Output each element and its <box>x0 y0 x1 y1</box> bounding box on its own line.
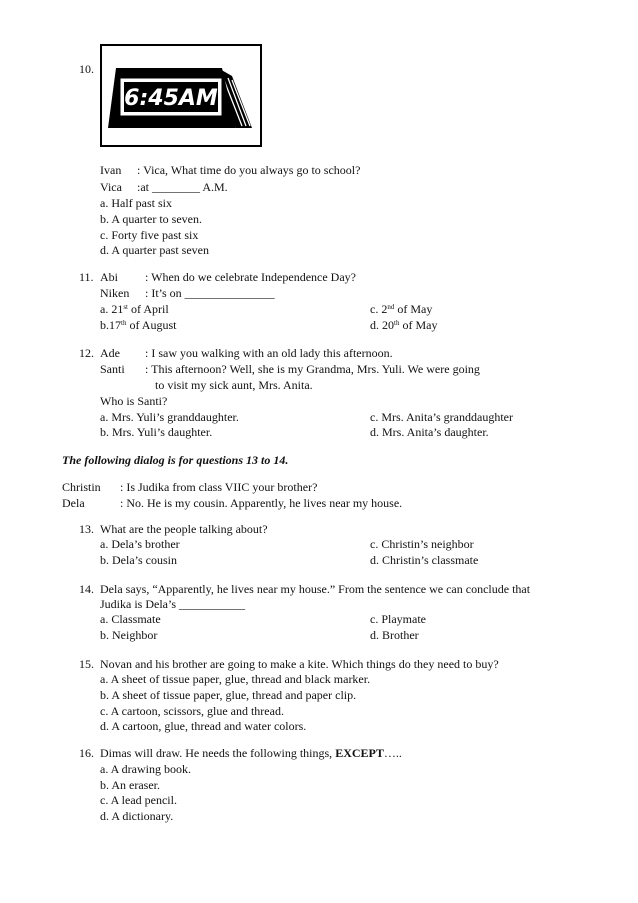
q16-number: 16. <box>79 746 94 760</box>
q12-option-a[interactable]: a. Mrs. Yuli’s granddaughter. <box>100 410 239 424</box>
q15-option-d[interactable]: d. A cartoon, glue, thread and water colors. <box>100 719 307 733</box>
q13-number: 13. <box>79 522 94 536</box>
clock-display-text: 6:45AM <box>124 86 218 111</box>
q12-line-continuation: to visit my sick aunt, Mrs. Anita. <box>155 378 313 392</box>
digital-clock-icon <box>106 56 256 136</box>
q14-option-a[interactable]: a. Classmate <box>100 612 161 626</box>
q14-text: Dela says, “Apparently, he lives near my house.” From the sentence we can conclude that <box>100 582 531 596</box>
q11-option-c[interactable]: c. 2nd of May <box>370 302 433 316</box>
q16-text: Dimas will draw. He needs the following things, EXCEPT….. <box>100 746 402 760</box>
q15-number: 15. <box>79 657 94 671</box>
q12-option-b[interactable]: b. Mrs. Yuli’s daughter. <box>100 425 213 439</box>
q11-option-a[interactable]: a. 21st of April <box>100 302 169 316</box>
q10-option-b[interactable]: b. A quarter to seven. <box>100 212 202 226</box>
q11-line-1: : When do we celebrate Independence Day? <box>145 270 357 284</box>
q15-option-a[interactable]: a. A sheet of tissue paper, glue, thread and black marker. <box>100 672 371 686</box>
q13-option-b[interactable]: b. Dela’s cousin <box>100 553 177 567</box>
q16-option-a[interactable]: a. A drawing book. <box>100 762 191 776</box>
q10-number: 10. <box>79 62 94 76</box>
q11-speaker-2: Niken <box>100 286 130 300</box>
q13-option-d[interactable]: d. Christin’s classmate <box>370 553 479 567</box>
q16-option-b[interactable]: b. An eraser. <box>100 778 160 792</box>
q12-number: 12. <box>79 346 94 360</box>
q14-option-c[interactable]: c. Playmate <box>370 612 426 626</box>
q14-option-b[interactable]: b. Neighbor <box>100 628 158 642</box>
q12-line-1: : I saw you walking with an old lady this afternoon. <box>145 346 393 360</box>
section-speaker-1: Christin <box>62 480 101 494</box>
q15-option-c[interactable]: c. A cartoon, scissors, glue and thread. <box>100 704 284 718</box>
q12-question: Who is Santi? <box>100 394 168 408</box>
q12-line-2: : This afternoon? Well, she is my Grandma, Mrs. Yuli. We were going <box>145 362 480 376</box>
q15-text: Novan and his brother are going to make a kite. Which things do they need to buy? <box>100 657 499 671</box>
q11-option-b[interactable]: b.17th of August <box>100 318 177 332</box>
q10-line-2: :at ________ A.M. <box>137 180 228 194</box>
q13-option-c[interactable]: c. Christin’s neighbor <box>370 537 474 551</box>
q13-text: What are the people talking about? <box>100 522 268 536</box>
q12-speaker-2: Santi <box>100 362 125 376</box>
q15-option-b[interactable]: b. A sheet of tissue paper, glue, thread and paper clip. <box>100 688 357 702</box>
q10-speaker-2: Vica <box>100 180 122 194</box>
q14-text-2: Judika is Dela’s ___________ <box>100 597 245 611</box>
q10-option-d[interactable]: d. A quarter past seven <box>100 243 209 257</box>
q16-except-keyword: EXCEPT <box>335 746 384 760</box>
q11-speaker-1: Abi <box>100 270 118 284</box>
q14-number: 14. <box>79 582 94 596</box>
q12-speaker-1: Ade <box>100 346 120 360</box>
q14-option-d[interactable]: d. Brother <box>370 628 419 642</box>
q10-speaker-1: Ivan <box>100 163 122 177</box>
q13-option-a[interactable]: a. Dela’s brother <box>100 537 180 551</box>
clock-image <box>100 44 262 147</box>
q11-option-d[interactable]: d. 20th of May <box>370 318 438 332</box>
section-line-2: : No. He is my cousin. Apparently, he lives near my house. <box>120 496 403 510</box>
q11-line-2: : It’s on _______________ <box>145 286 275 300</box>
q16-option-c[interactable]: c. A lead pencil. <box>100 793 177 807</box>
section-speaker-2: Dela <box>62 496 85 510</box>
q16-option-d[interactable]: d. A dictionary. <box>100 809 174 823</box>
q10-line-1: : Vica, What time do you always go to school? <box>137 163 361 177</box>
q12-option-d[interactable]: d. Mrs. Anita’s daughter. <box>370 425 489 439</box>
q10-option-c[interactable]: c. Forty five past six <box>100 228 199 242</box>
q10-option-a[interactable]: a. Half past six <box>100 196 172 210</box>
section-heading: The following dialog is for questions 13 to 14. <box>62 453 289 467</box>
q12-option-c[interactable]: c. Mrs. Anita’s granddaughter <box>370 410 513 424</box>
section-line-1: : Is Judika from class VIIC your brother? <box>120 480 318 494</box>
q11-number: 11. <box>79 270 94 284</box>
